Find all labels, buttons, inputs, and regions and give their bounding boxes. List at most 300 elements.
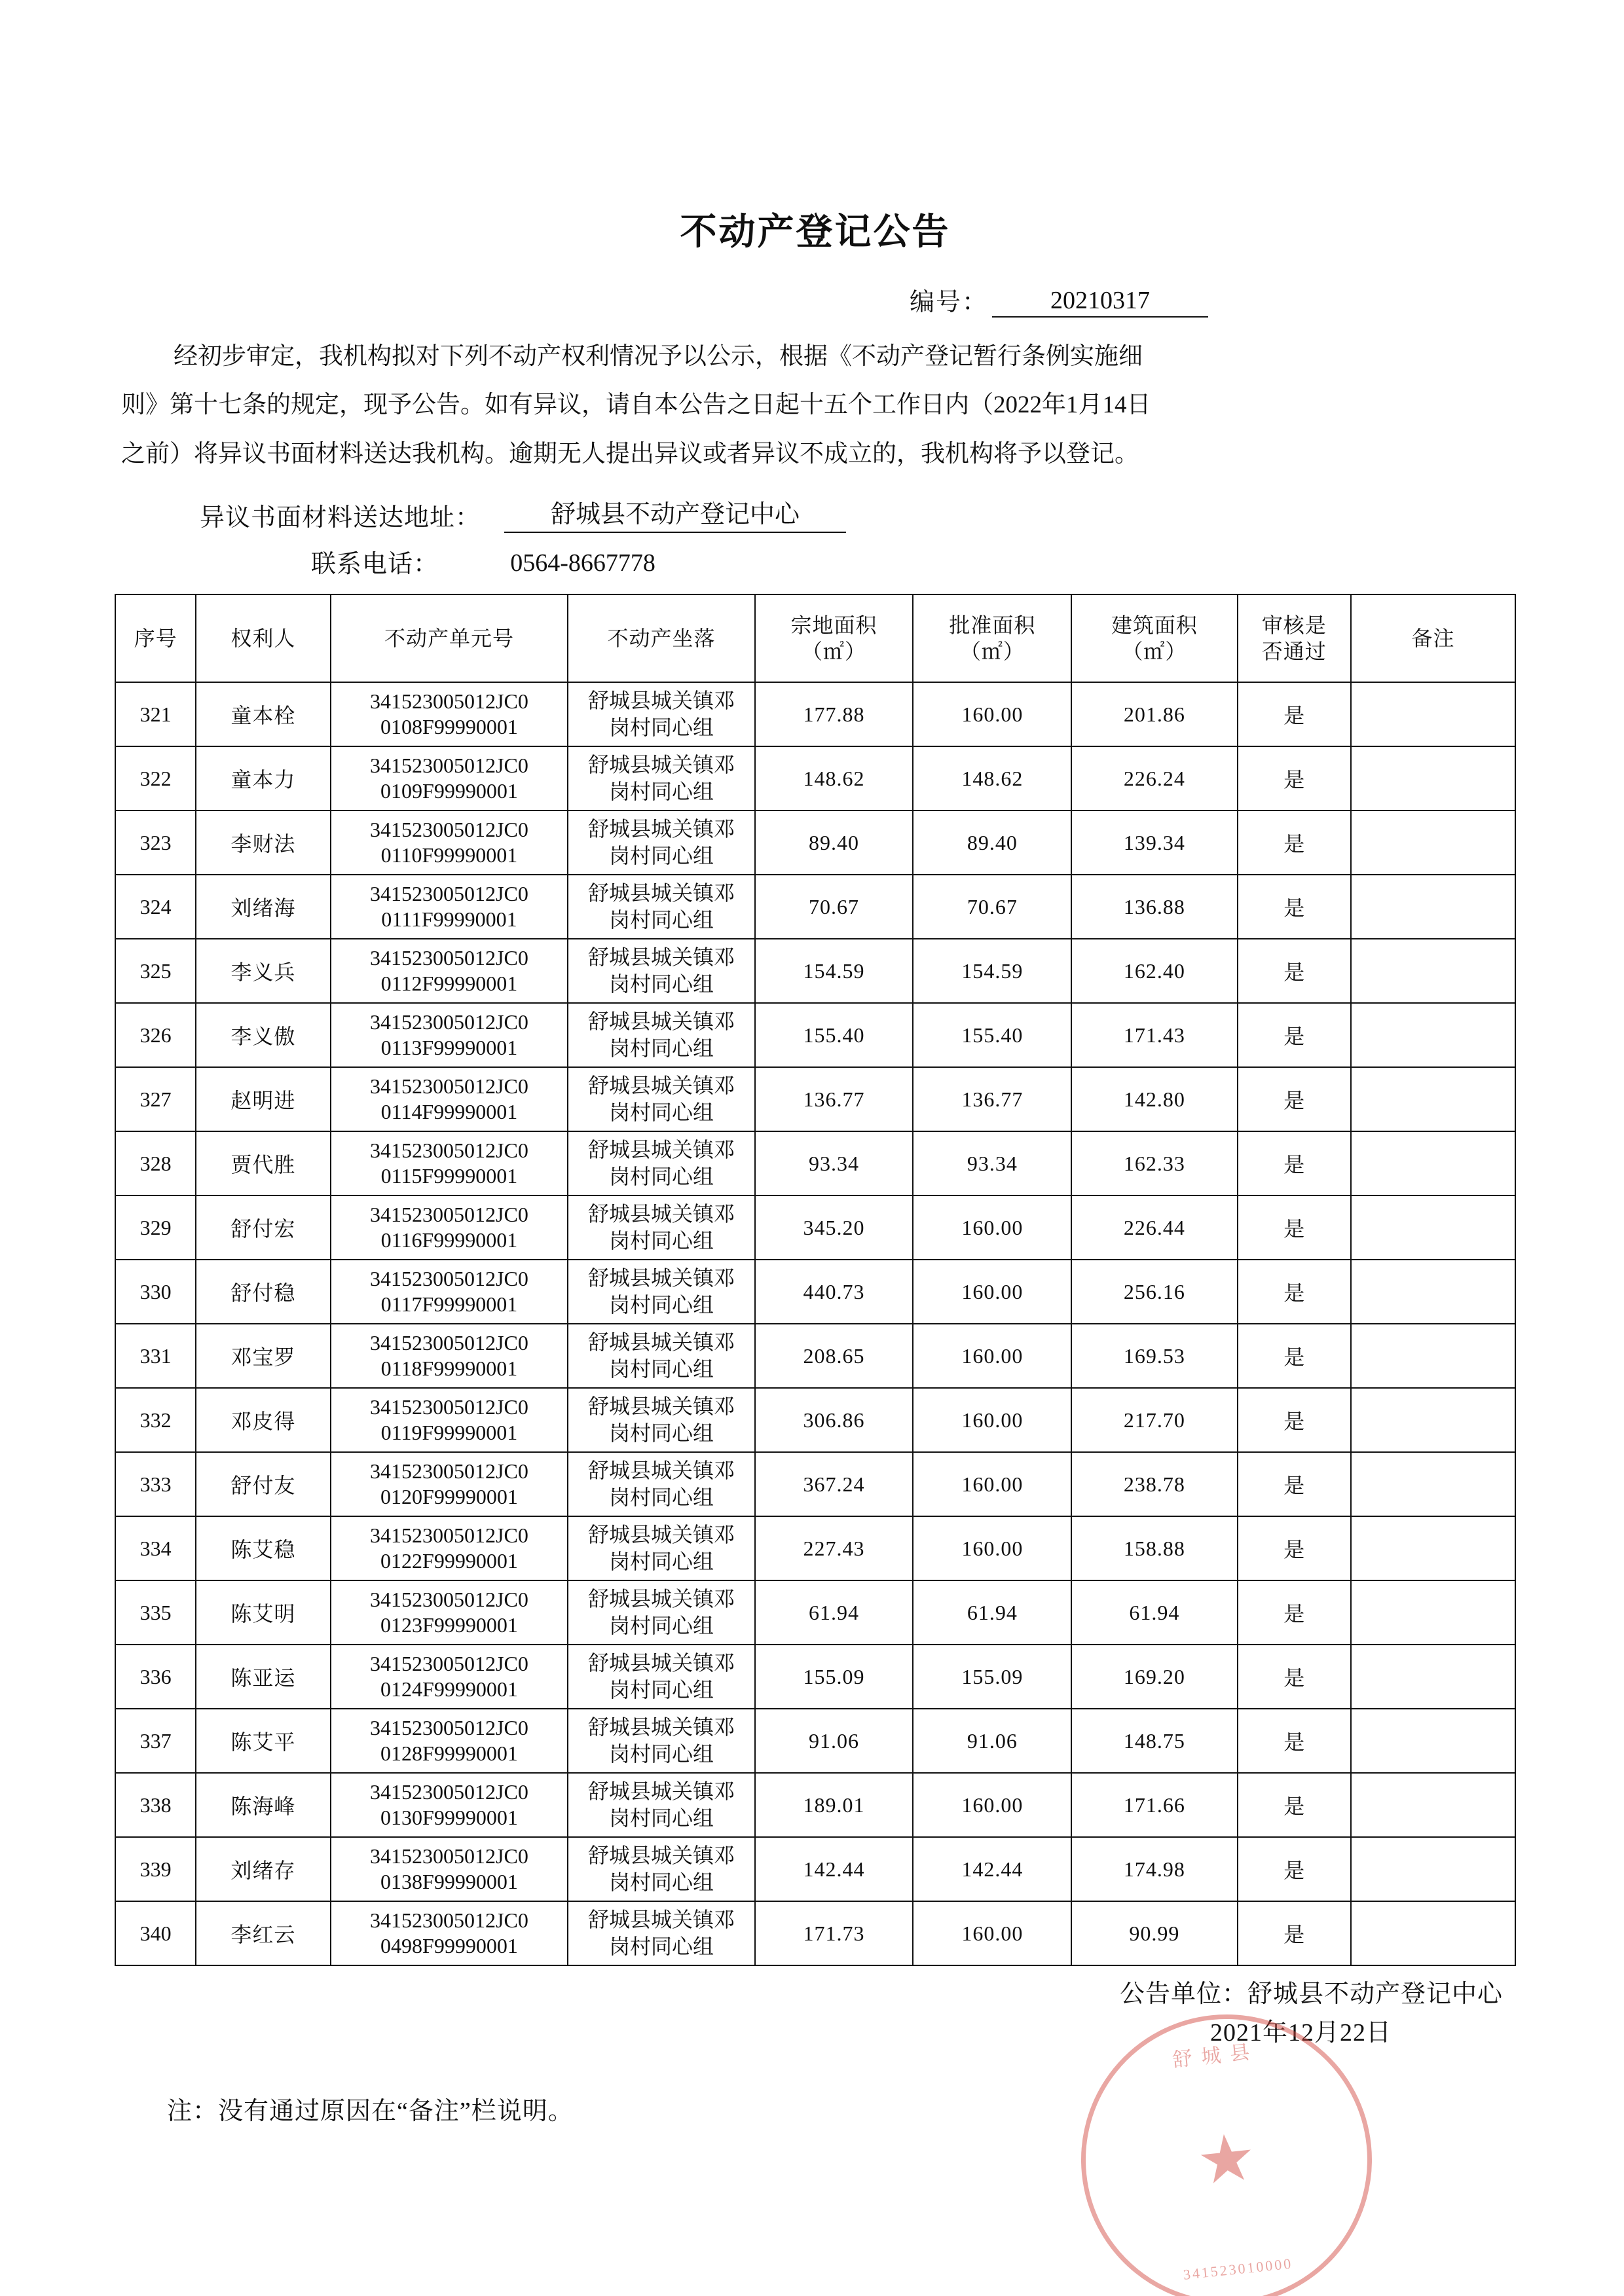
cell-unit-number-line: 0128F99990001 xyxy=(380,1741,518,1766)
header-pass-status-line1: 审核是 xyxy=(1261,613,1327,638)
cell-unit-number-line: 0115F99990001 xyxy=(380,1164,518,1188)
table-row xyxy=(115,1131,1515,1195)
delivery-address-value: 舒城县不动产登记中心 xyxy=(504,494,846,533)
cell-pass-status: 是 xyxy=(1238,682,1351,746)
cell-pass-status: 是 xyxy=(1238,939,1351,1003)
table-row xyxy=(115,1837,1515,1901)
cell-approved-area: 70.67 xyxy=(913,875,1071,939)
cell-owner: 邓皮得 xyxy=(196,1388,330,1452)
cell-unit-number-line: 0118F99990001 xyxy=(380,1357,518,1381)
table-row xyxy=(115,1709,1515,1773)
header-land-area xyxy=(755,594,913,682)
cell-note xyxy=(1351,1067,1515,1131)
cell-note xyxy=(1351,1324,1515,1388)
cell-building-area: 90.99 xyxy=(1071,1901,1237,1965)
cell-land-area: 93.34 xyxy=(755,1131,913,1195)
cell-unit-number-line: 341523005012JC0 xyxy=(370,1331,528,1355)
cell-owner: 陈海峰 xyxy=(196,1773,330,1837)
cell-owner: 舒付稳 xyxy=(196,1260,330,1324)
cell-unit-number-line: 341523005012JC0 xyxy=(370,818,528,842)
cell-location-line: 舒城县城关镇邓 xyxy=(587,1330,735,1354)
table-row xyxy=(115,1901,1515,1965)
cell-unit-number-line: 341523005012JC0 xyxy=(370,754,528,778)
cell-location xyxy=(568,1067,754,1131)
cell-owner: 陈艾稳 xyxy=(196,1516,330,1580)
cell-building-area: 162.40 xyxy=(1071,939,1237,1003)
cell-seq: 324 xyxy=(115,875,196,939)
contact-phone-value: 0564-8667778 xyxy=(510,549,655,577)
cell-owner: 李义兵 xyxy=(196,939,330,1003)
cell-location xyxy=(568,1388,754,1452)
cell-unit-number-line: 341523005012JC0 xyxy=(370,1139,528,1163)
cell-approved-area: 160.00 xyxy=(913,1516,1071,1580)
cell-unit-number-line: 341523005012JC0 xyxy=(370,946,528,970)
cell-seq: 332 xyxy=(115,1388,196,1452)
cell-location-line: 舒城县城关镇邓 xyxy=(587,1843,735,1867)
document-footer xyxy=(115,1975,1516,2284)
cell-note xyxy=(1351,682,1515,746)
cell-owner: 李财法 xyxy=(196,811,330,875)
cell-note xyxy=(1351,1195,1515,1260)
cell-approved-area: 155.40 xyxy=(913,1003,1071,1067)
cell-owner: 贾代胜 xyxy=(196,1131,330,1195)
cell-location xyxy=(568,811,754,875)
cell-seq: 327 xyxy=(115,1067,196,1131)
cell-location xyxy=(568,1709,754,1773)
cell-location-line: 舒城县城关镇邓 xyxy=(587,881,735,905)
cell-unit-number-line: 341523005012JC0 xyxy=(370,1523,528,1548)
cell-building-area: 171.43 xyxy=(1071,1003,1237,1067)
header-note: 备注 xyxy=(1351,594,1515,682)
cell-note xyxy=(1351,811,1515,875)
cell-pass-status: 是 xyxy=(1238,1131,1351,1195)
cell-owner: 李红云 xyxy=(196,1901,330,1965)
cell-note xyxy=(1351,1773,1515,1837)
cell-land-area: 70.67 xyxy=(755,875,913,939)
cell-location-line: 岗村同心组 xyxy=(608,1550,714,1574)
cell-seq: 329 xyxy=(115,1195,196,1260)
cell-unit-number-line: 0113F99990001 xyxy=(380,1036,518,1060)
header-building-area-line1: 建筑面积 xyxy=(1111,613,1198,638)
cell-location-line: 岗村同心组 xyxy=(608,1165,714,1189)
cell-location-line: 岗村同心组 xyxy=(608,1101,714,1125)
table-row xyxy=(115,1388,1515,1452)
cell-location xyxy=(568,1260,754,1324)
table-row xyxy=(115,1324,1515,1388)
cell-location-line: 岗村同心组 xyxy=(608,1485,714,1510)
cell-unit-number xyxy=(331,1516,568,1580)
cell-land-area: 227.43 xyxy=(755,1516,913,1580)
header-approved-area-line2: （㎡） xyxy=(959,640,1025,664)
cell-owner: 童本力 xyxy=(196,746,330,811)
header-pass-status-line2: 否通过 xyxy=(1261,640,1327,664)
cell-unit-number xyxy=(331,1260,568,1324)
cell-unit-number-line: 341523005012JC0 xyxy=(370,1203,528,1227)
cell-seq: 321 xyxy=(115,682,196,746)
seal-top-text: 舒城县 xyxy=(1171,2041,1260,2071)
cell-unit-number-line: 0114F99990001 xyxy=(380,1100,518,1124)
cell-note xyxy=(1351,1709,1515,1773)
cell-land-area: 367.24 xyxy=(755,1452,913,1516)
cell-approved-area: 136.77 xyxy=(913,1067,1071,1131)
table-row xyxy=(115,1067,1515,1131)
issue-date: 2021年12月22日 xyxy=(1209,2019,1392,2047)
cell-location xyxy=(568,1580,754,1645)
cell-location-line: 舒城县城关镇邓 xyxy=(587,1715,735,1739)
cell-location-line: 舒城县城关镇邓 xyxy=(587,1586,735,1611)
table-row xyxy=(115,1580,1515,1645)
cell-note xyxy=(1351,1388,1515,1452)
cell-building-area: 142.80 xyxy=(1071,1067,1237,1131)
cell-unit-number-line: 341523005012JC0 xyxy=(370,1074,528,1099)
cell-land-area: 61.94 xyxy=(755,1580,913,1645)
table-row xyxy=(115,1195,1515,1260)
cell-unit-number xyxy=(331,1131,568,1195)
table-body xyxy=(115,682,1515,1965)
cell-unit-number xyxy=(331,811,568,875)
cell-seq: 322 xyxy=(115,746,196,811)
cell-seq: 339 xyxy=(115,1837,196,1901)
delivery-address-label: 异议书面材料送达地址： xyxy=(200,504,481,532)
body-paragraph-2: 则》第十七条的规定，现予公告。如有异议，请自本公告之日起十五个工作日内（2022年1月14日 xyxy=(121,392,1151,419)
table-row xyxy=(115,746,1515,811)
cell-land-area: 148.62 xyxy=(755,746,913,811)
cell-unit-number-line: 0130F99990001 xyxy=(380,1806,518,1830)
cell-location-line: 舒城县城关镇邓 xyxy=(587,1137,735,1161)
cell-unit-number-line: 0138F99990001 xyxy=(380,1870,518,1894)
cell-note xyxy=(1351,939,1515,1003)
cell-unit-number xyxy=(331,1452,568,1516)
cell-note xyxy=(1351,1837,1515,1901)
cell-location-line: 舒城县城关镇邓 xyxy=(587,1266,735,1290)
cell-building-area: 171.66 xyxy=(1071,1773,1237,1837)
cell-location-line: 岗村同心组 xyxy=(608,1036,714,1061)
cell-location xyxy=(568,1131,754,1195)
cell-approved-area: 160.00 xyxy=(913,1452,1071,1516)
cell-unit-number-line: 0123F99990001 xyxy=(380,1613,518,1637)
announcement-number-label: 编号： xyxy=(909,289,988,316)
cell-approved-area: 160.00 xyxy=(913,1324,1071,1388)
cell-location xyxy=(568,1195,754,1260)
cell-location-line: 舒城县城关镇邓 xyxy=(587,1650,735,1675)
cell-unit-number xyxy=(331,1709,568,1773)
cell-unit-number-line: 341523005012JC0 xyxy=(370,1716,528,1740)
cell-unit-number-line: 0108F99990001 xyxy=(380,715,518,739)
table-row xyxy=(115,1645,1515,1709)
cell-location-line: 岗村同心组 xyxy=(608,1614,714,1638)
cell-location-line: 岗村同心组 xyxy=(608,716,714,740)
cell-note xyxy=(1351,1901,1515,1965)
cell-seq: 333 xyxy=(115,1452,196,1516)
cell-location xyxy=(568,939,754,1003)
cell-owner: 刘绪存 xyxy=(196,1837,330,1901)
cell-location-line: 岗村同心组 xyxy=(608,1229,714,1253)
cell-unit-number xyxy=(331,875,568,939)
delivery-address-row xyxy=(115,494,1516,533)
cell-land-area: 91.06 xyxy=(755,1709,913,1773)
cell-unit-number-line: 0112F99990001 xyxy=(380,972,518,996)
cell-seq: 331 xyxy=(115,1324,196,1388)
cell-land-area: 155.09 xyxy=(755,1645,913,1709)
cell-location-line: 舒城县城关镇邓 xyxy=(587,1907,735,1931)
cell-land-area: 345.20 xyxy=(755,1195,913,1260)
seal-bottom-text: 341523010000 xyxy=(1182,2255,1294,2284)
contact-phone-label: 联系电话： xyxy=(311,551,439,579)
cell-building-area: 158.88 xyxy=(1071,1516,1237,1580)
table-row xyxy=(115,1516,1515,1580)
cell-approved-area: 61.94 xyxy=(913,1580,1071,1645)
cell-approved-area: 160.00 xyxy=(913,682,1071,746)
issuer-name: 公告单位：舒城县不动产登记中心 xyxy=(1119,1980,1503,2009)
cell-pass-status: 是 xyxy=(1238,1773,1351,1837)
cell-unit-number xyxy=(331,1324,568,1388)
cell-owner: 童本栓 xyxy=(196,682,330,746)
cell-approved-area: 160.00 xyxy=(913,1260,1071,1324)
cell-building-area: 148.75 xyxy=(1071,1709,1237,1773)
cell-note xyxy=(1351,875,1515,939)
cell-unit-number xyxy=(331,1580,568,1645)
cell-location-line: 岗村同心组 xyxy=(608,1870,714,1895)
cell-seq: 336 xyxy=(115,1645,196,1709)
cell-land-area: 306.86 xyxy=(755,1388,913,1452)
cell-approved-area: 91.06 xyxy=(913,1709,1071,1773)
document-sheet xyxy=(115,164,1516,2284)
cell-unit-number-line: 341523005012JC0 xyxy=(370,1780,528,1804)
cell-owner: 陈亚运 xyxy=(196,1645,330,1709)
cell-owner: 舒付宏 xyxy=(196,1195,330,1260)
cell-building-area: 61.94 xyxy=(1071,1580,1237,1645)
table-row xyxy=(115,1452,1515,1516)
cell-unit-number xyxy=(331,939,568,1003)
cell-location-line: 岗村同心组 xyxy=(608,908,714,932)
cell-location xyxy=(568,1324,754,1388)
cell-seq: 325 xyxy=(115,939,196,1003)
cell-location-line: 舒城县城关镇邓 xyxy=(587,1522,735,1546)
cell-unit-number-line: 341523005012JC0 xyxy=(370,1395,528,1419)
header-approved-area-line1: 批准面积 xyxy=(949,613,1036,638)
cell-seq: 340 xyxy=(115,1901,196,1965)
cell-pass-status: 是 xyxy=(1238,1645,1351,1709)
cell-building-area: 136.88 xyxy=(1071,875,1237,939)
cell-building-area: 226.44 xyxy=(1071,1195,1237,1260)
cell-location xyxy=(568,875,754,939)
table-row xyxy=(115,1260,1515,1324)
cell-seq: 328 xyxy=(115,1131,196,1195)
cell-unit-number-line: 341523005012JC0 xyxy=(370,1908,528,1933)
cell-approved-area: 89.40 xyxy=(913,811,1071,875)
cell-building-area: 139.34 xyxy=(1071,811,1237,875)
table-row xyxy=(115,1773,1515,1837)
cell-location xyxy=(568,682,754,746)
body-paragraph-1-text: 经初步审定，我机构拟对下列不动产权利情况予以公示，根据《不动产登记暂行条例实施细 xyxy=(174,343,1143,370)
cell-pass-status: 是 xyxy=(1238,1067,1351,1131)
cell-approved-area: 93.34 xyxy=(913,1131,1071,1195)
footnote: 注：没有通过原因在“备注”栏说明。 xyxy=(167,2098,574,2126)
cell-location-line: 舒城县城关镇邓 xyxy=(587,945,735,969)
cell-building-area: 238.78 xyxy=(1071,1452,1237,1516)
cell-approved-area: 155.09 xyxy=(913,1645,1071,1709)
cell-building-area: 169.53 xyxy=(1071,1324,1237,1388)
registration-table xyxy=(115,594,1516,1966)
cell-owner: 陈艾平 xyxy=(196,1709,330,1773)
cell-note xyxy=(1351,1260,1515,1324)
cell-location-line: 岗村同心组 xyxy=(608,1806,714,1831)
cell-unit-number-line: 0122F99990001 xyxy=(380,1549,518,1573)
cell-building-area: 162.33 xyxy=(1071,1131,1237,1195)
cell-location-line: 舒城县城关镇邓 xyxy=(587,688,735,712)
cell-location-line: 岗村同心组 xyxy=(608,1421,714,1446)
page-title: 不动产登记公告 xyxy=(680,212,951,253)
cell-owner: 陈艾明 xyxy=(196,1580,330,1645)
cell-approved-area: 160.00 xyxy=(913,1773,1071,1837)
table-row xyxy=(115,1003,1515,1067)
cell-unit-number xyxy=(331,1003,568,1067)
cell-unit-number-line: 341523005012JC0 xyxy=(370,1267,528,1291)
cell-approved-area: 142.44 xyxy=(913,1837,1071,1901)
cell-unit-number-line: 341523005012JC0 xyxy=(370,882,528,906)
cell-location-line: 舒城县城关镇邓 xyxy=(587,1458,735,1482)
cell-land-area: 142.44 xyxy=(755,1837,913,1901)
cell-note xyxy=(1351,1131,1515,1195)
cell-note xyxy=(1351,746,1515,811)
cell-land-area: 177.88 xyxy=(755,682,913,746)
cell-location-line: 岗村同心组 xyxy=(608,1678,714,1702)
announcement-number-value: 20210317 xyxy=(992,286,1208,318)
cell-owner: 赵明进 xyxy=(196,1067,330,1131)
cell-pass-status: 是 xyxy=(1238,875,1351,939)
cell-building-area: 226.24 xyxy=(1071,746,1237,811)
cell-approved-area: 154.59 xyxy=(913,939,1071,1003)
cell-unit-number-line: 341523005012JC0 xyxy=(370,1588,528,1612)
cell-pass-status: 是 xyxy=(1238,1901,1351,1965)
cell-note xyxy=(1351,1003,1515,1067)
body-paragraph-1 xyxy=(115,335,1516,379)
cell-unit-number xyxy=(331,1195,568,1260)
cell-location xyxy=(568,1837,754,1901)
cell-pass-status: 是 xyxy=(1238,1195,1351,1260)
cell-building-area: 256.16 xyxy=(1071,1260,1237,1324)
cell-approved-area: 148.62 xyxy=(913,746,1071,811)
table-row xyxy=(115,875,1515,939)
cell-unit-number xyxy=(331,1067,568,1131)
cell-unit-number xyxy=(331,746,568,811)
seal-star-icon: ★ xyxy=(1193,2120,1260,2199)
cell-unit-number-line: 0124F99990001 xyxy=(380,1677,518,1702)
cell-pass-status: 是 xyxy=(1238,811,1351,875)
cell-unit-number-line: 0110F99990001 xyxy=(380,843,518,867)
cell-owner: 舒付友 xyxy=(196,1452,330,1516)
cell-land-area: 440.73 xyxy=(755,1260,913,1324)
cell-location xyxy=(568,1901,754,1965)
cell-pass-status: 是 xyxy=(1238,1580,1351,1645)
cell-unit-number xyxy=(331,1901,568,1965)
cell-location-line: 舒城县城关镇邓 xyxy=(587,1394,735,1418)
cell-unit-number xyxy=(331,1645,568,1709)
cell-owner: 邓宝罗 xyxy=(196,1324,330,1388)
header-land-area-line1: 宗地面积 xyxy=(790,613,877,638)
cell-unit-number-line: 341523005012JC0 xyxy=(370,1844,528,1868)
cell-location-line: 舒城县城关镇邓 xyxy=(587,1009,735,1033)
cell-location-line: 舒城县城关镇邓 xyxy=(587,1779,735,1803)
cell-pass-status: 是 xyxy=(1238,1324,1351,1388)
contact-phone-row xyxy=(115,543,1516,579)
cell-unit-number-line: 0120F99990001 xyxy=(380,1485,518,1509)
cell-building-area: 217.70 xyxy=(1071,1388,1237,1452)
table-header-row xyxy=(115,594,1515,682)
header-pass-status xyxy=(1238,594,1351,682)
cell-location xyxy=(568,1773,754,1837)
cell-pass-status: 是 xyxy=(1238,1003,1351,1067)
table-row xyxy=(115,939,1515,1003)
cell-seq: 330 xyxy=(115,1260,196,1324)
cell-location xyxy=(568,1516,754,1580)
cell-unit-number-line: 0111F99990001 xyxy=(381,907,517,932)
cell-land-area: 154.59 xyxy=(755,939,913,1003)
cell-note xyxy=(1351,1645,1515,1709)
cell-location-line: 岗村同心组 xyxy=(608,1935,714,1959)
cell-approved-area: 160.00 xyxy=(913,1901,1071,1965)
cell-pass-status: 是 xyxy=(1238,1452,1351,1516)
cell-location xyxy=(568,1452,754,1516)
cell-location xyxy=(568,1003,754,1067)
cell-unit-number xyxy=(331,1773,568,1837)
cell-owner: 李义傲 xyxy=(196,1003,330,1067)
cell-location-line: 岗村同心组 xyxy=(608,1293,714,1317)
cell-unit-number-line: 341523005012JC0 xyxy=(370,1010,528,1034)
header-seq: 序号 xyxy=(115,594,196,682)
cell-location-line: 岗村同心组 xyxy=(608,1742,714,1766)
table-row xyxy=(115,682,1515,746)
cell-land-area: 155.40 xyxy=(755,1003,913,1067)
cell-land-area: 171.73 xyxy=(755,1901,913,1965)
cell-location xyxy=(568,1645,754,1709)
cell-note xyxy=(1351,1516,1515,1580)
cell-approved-area: 160.00 xyxy=(913,1195,1071,1260)
cell-pass-status: 是 xyxy=(1238,1516,1351,1580)
cell-location-line: 舒城县城关镇邓 xyxy=(587,752,735,776)
header-building-area xyxy=(1071,594,1237,682)
cell-land-area: 136.77 xyxy=(755,1067,913,1131)
cell-location-line: 岗村同心组 xyxy=(608,1357,714,1381)
cell-seq: 334 xyxy=(115,1516,196,1580)
cell-unit-number xyxy=(331,1837,568,1901)
header-owner: 权利人 xyxy=(196,594,330,682)
announcement-number-row xyxy=(115,282,1516,318)
cell-seq: 337 xyxy=(115,1709,196,1773)
cell-location-line: 岗村同心组 xyxy=(608,780,714,804)
cell-unit-number-line: 0119F99990001 xyxy=(380,1421,518,1445)
cell-pass-status: 是 xyxy=(1238,746,1351,811)
cell-note xyxy=(1351,1580,1515,1645)
cell-unit-number xyxy=(331,1388,568,1452)
header-unit-number: 不动产单元号 xyxy=(331,594,568,682)
cell-seq: 323 xyxy=(115,811,196,875)
cell-approved-area: 160.00 xyxy=(913,1388,1071,1452)
header-land-area-line2: （㎡） xyxy=(801,640,866,664)
cell-note xyxy=(1351,1452,1515,1516)
body-paragraph-3: 之前）将异议书面材料送达我机构。逾期无人提出异议或者异议不成立的，我机构将予以登记。 xyxy=(121,440,1139,467)
cell-pass-status: 是 xyxy=(1238,1709,1351,1773)
cell-location-line: 岗村同心组 xyxy=(608,972,714,996)
cell-owner: 刘绪海 xyxy=(196,875,330,939)
cell-location-line: 岗村同心组 xyxy=(608,844,714,868)
cell-building-area: 174.98 xyxy=(1071,1837,1237,1901)
header-approved-area xyxy=(913,594,1071,682)
cell-location xyxy=(568,746,754,811)
cell-unit-number-line: 0116F99990001 xyxy=(380,1228,518,1252)
cell-seq: 338 xyxy=(115,1773,196,1837)
cell-land-area: 189.01 xyxy=(755,1773,913,1837)
